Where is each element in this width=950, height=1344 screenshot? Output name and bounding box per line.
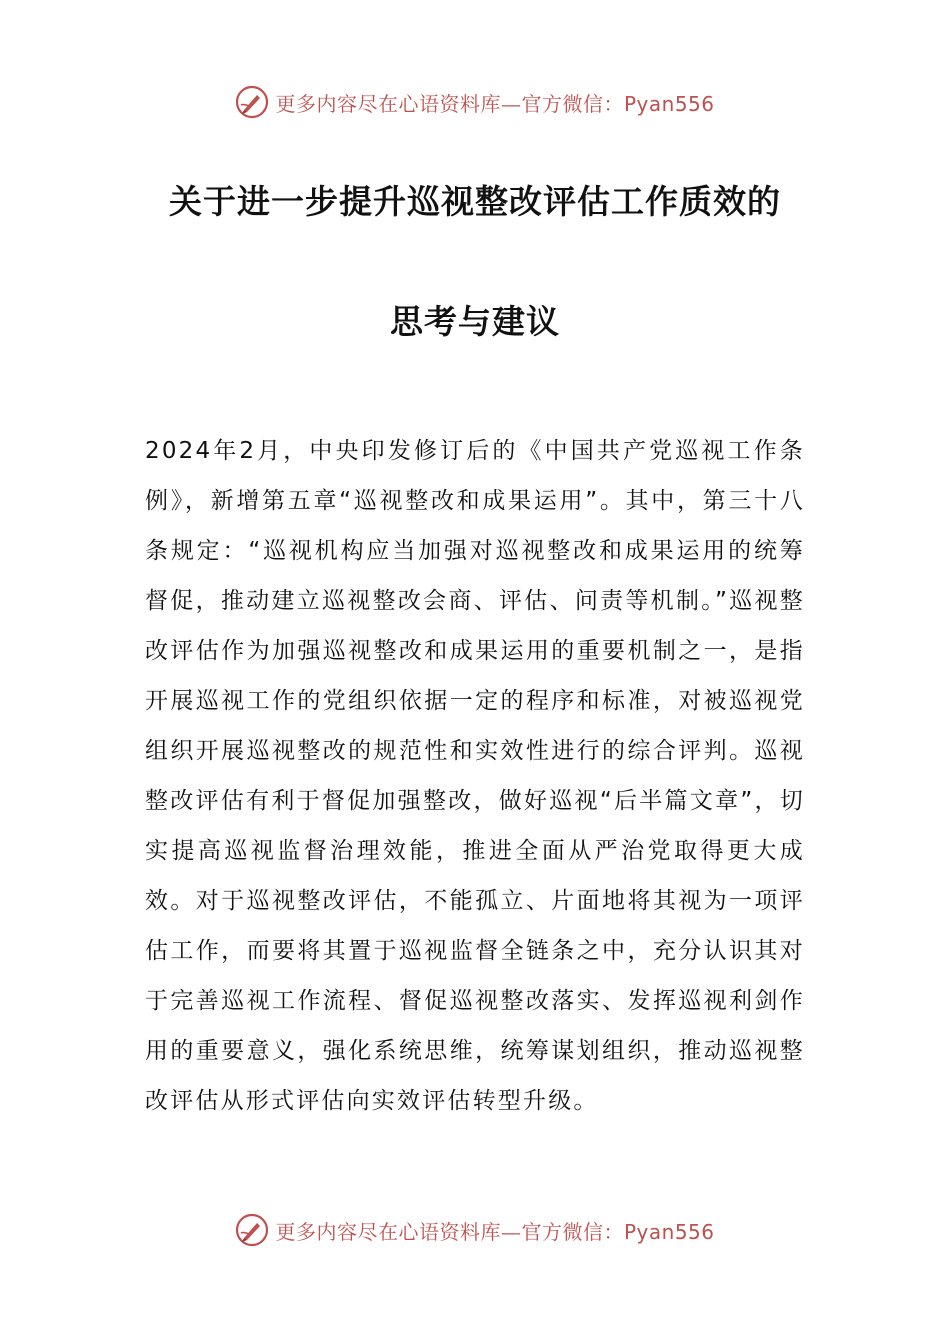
watermark-text xyxy=(275,88,714,117)
watermark-wechat-id: Pyan556 xyxy=(623,1219,715,1244)
watermark-prefix: 更多内容尽在心语资料库—官方微信： xyxy=(275,1219,624,1244)
body-paragraph: 2024年2月，中央印发修订后的《中国共产党巡视工作条例》，新增第五章“巡视整改和成果运用”。其中，第三十八条规定：“巡视机构应当加强对巡视整改和成果运用的统筹督促，推动建立巡视整改会商、评估、问责等机制。”巡视整改评估作为加强巡视整改和成果运用的重要机制之一，是指开展巡视工作的党组织依据一定的程序和标准，对被巡视党组织开展巡视整改的规范性和实效性进行的综合评判。巡视整改评估有利于督促加强整改，做好巡视“后半篇文章”，切实提高巡视监督治理效能，推进全面从严治党取得更大成效。对于巡视整改评估，不能孤立、片面地将其视为一项评估工作，而要将其置于巡视监督全链条之中，充分认识其对于完善巡视工作流程、督促巡视整改落实、发挥巡视利剑作用的重要意义，强化系统思维，统筹谋划组织，推动巡视整改评估从形式评估向实效评估转型升级。 xyxy=(145,438,805,1114)
header-watermark xyxy=(0,82,950,122)
pen-logo-icon xyxy=(235,1213,269,1247)
document-title-line2: 思考与建议 xyxy=(390,302,560,341)
document-title-line1: 关于进一步提升巡视整改评估工作质效的 xyxy=(169,182,781,221)
footer-watermark xyxy=(0,1210,950,1250)
watermark-prefix: 更多内容尽在心语资料库—官方微信： xyxy=(275,91,624,116)
pen-logo-icon xyxy=(235,85,269,119)
watermark-text xyxy=(275,1216,714,1245)
watermark-wechat-id: Pyan556 xyxy=(623,91,715,116)
